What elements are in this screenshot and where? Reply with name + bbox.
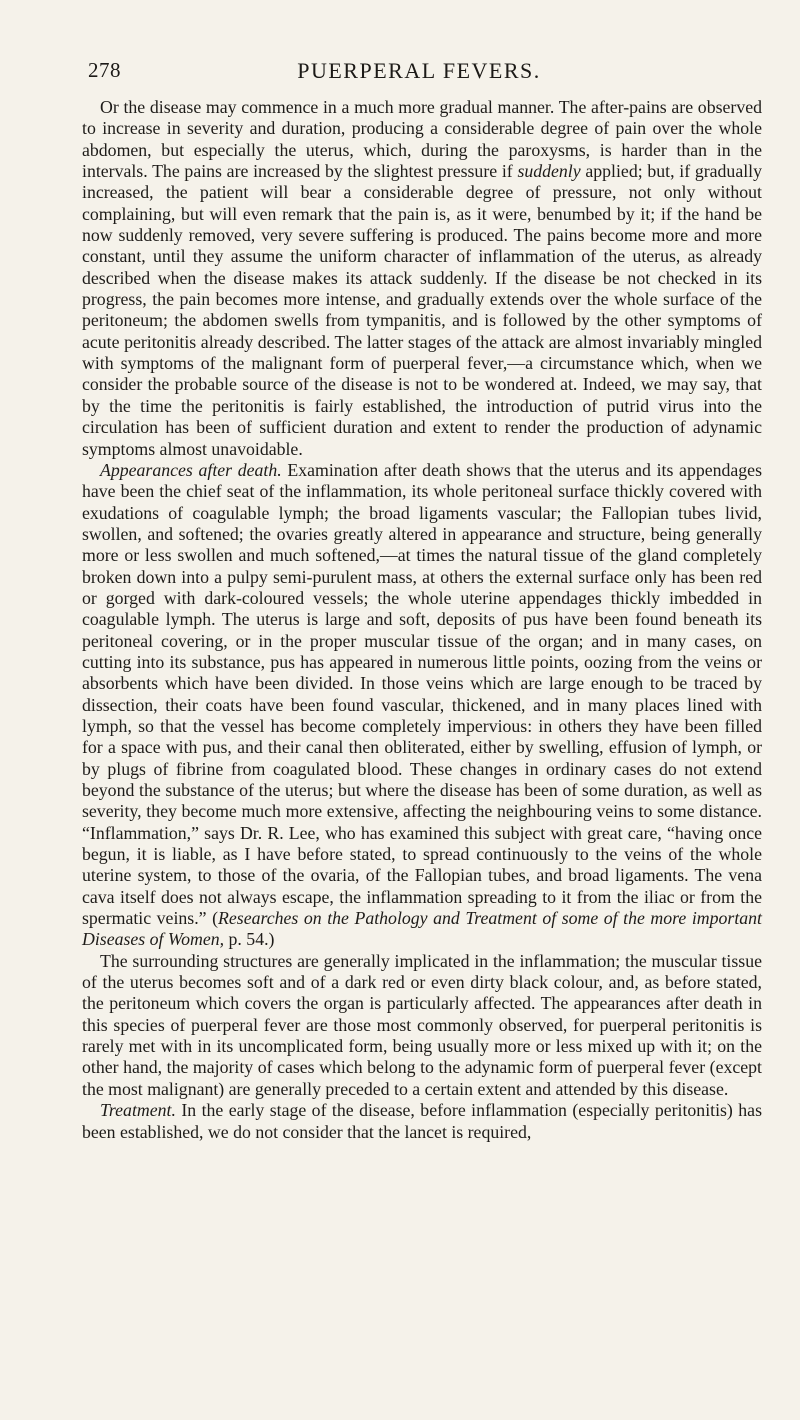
paragraph-treatment	[82, 1100, 762, 1143]
emphasis-suddenly: suddenly	[517, 161, 581, 182]
paragraph-text: Or the disease may commence in a much more gradual manner. The after-pains are observed to increase in severity and duration, producing a considerable degree of pain over the whole abdomen, but especially the uterus, which, during the paroxysms, is harder than in the intervals. The pains are increased by the slightest pressure if	[82, 97, 762, 182]
paragraph-text: Examination after death shows that the uterus and its appendages have been the chief seat of the inflammation, its whole peritoneal surface thickly covered with exudations of coagulable lymph; the broad ligaments vascular; the Fallopian tubes livid, swollen, and softened; the ovaries greatly altered in appearance and structure, being generally more or less swollen and much softened,—at times the natural tissue of the gland completely broken down into a pulpy semi-purulent mass, at others the external surface only has been red or gorged with dark-coloured vessels; the whole uterine appendages thickly imbedded in coagulable lymph. The uterus is large and soft, deposits of pus have been found beneath its peritoneal covering, or in the proper muscular tissue of the organ; and in many cases, on cutting into its substance, pus has appeared in numerous little points, oozing from the veins or absorbents which have been divided. In those veins which are large enough to be traced by dissection, their coats have been found vascular, thickened, and in many places lined with lymph, so that the vessel has become completely impervious: in others they have been filled for a space with pus, and their canal then obliterated, either by swelling, effusion of lymph, or by plugs of fibrine from coagulated blood. These changes in ordinary cases do not extend beyond the substance of the uterus; but where the disease has been of some duration, as well as severity, they become much more extensive, affecting the neighbouring veins to some distance. “Inflammation,” says Dr. R. Lee, who has examined this subject with great care, “having once begun, it is liable, as I have before stated, to spread continuously to the veins of the whole uterine system, to those of the ovaria, of the Fallopian tubes, and broad ligaments. The vena cava itself does not always escape, the inflammation spreading to it from the iliac or from the spermatic veins.” (	[82, 459, 762, 929]
page-header	[88, 58, 750, 84]
citation-title: Researches on the Pathology and Treatment of some of the more important Diseases of Women,	[82, 908, 762, 950]
paragraph-gradual-onset	[82, 97, 762, 460]
paragraph-text: The surrounding structures are generally implicated in the inflammation; the muscular tissue of the uterus becomes soft and of a dark red or even dirty black colour, and, as before stated, the peritoneum which covers the organ is particularly affected. The appearances after death in this species of puerperal fever are those most commonly observed, for puerperal peritonitis is rarely met with in its uncomplicated form, being usually more or less mixed up with it; on the other hand, the majority of cases which belong to the adynamic form of puerperal fever (except the most malignant) are generally preceded to a certain extent and attended by this disease.	[82, 950, 762, 1099]
body-text	[82, 97, 762, 1143]
page-number: 278	[88, 58, 121, 82]
paragraph-surrounding-structures	[82, 951, 762, 1100]
section-heading-treatment: Treatment.	[100, 1100, 176, 1121]
citation-page: p. 54.)	[224, 929, 275, 950]
paragraph-text: In the early stage of the disease, before inflammation (especially peritonitis) has been established, we do not consider that the lancet is required,	[82, 1100, 762, 1142]
running-head: PUERPERAL FEVERS.	[297, 58, 541, 83]
paragraph-appearances-after-death	[82, 460, 762, 951]
section-heading-appearances: Appearances after death.	[100, 459, 282, 480]
paragraph-text-continued: applied; but, if gradually increased, the patient will bear a considerable degree of pressure, not only without complaining, but will even remark that the pain is, as it were, benumbed by it; if the hand be now suddenly removed, very severe suffering is produced. The pains become more and more constant, until they assume the uniform character of inflammation of the uterus, as already described when the disease makes its attack suddenly. If the disease be not checked in its progress, the pain becomes more intense, and gradually extends over the whole surface of the peritoneum; the abdomen swells from tympanitis, and is followed by the other symptoms of acute peritonitis already described. The latter stages of the attack are almost invariably mingled with symptoms of the malignant form of puerperal fever,—a circumstance which, when we consider the probable source of the disease is not to be wondered at. Indeed, we may say, that by the time the peritonitis is fairly established, the introduction of putrid virus into the circulation has been of sufficient duration and extent to render the production of adynamic symptoms almost unavoidable.	[82, 161, 762, 459]
